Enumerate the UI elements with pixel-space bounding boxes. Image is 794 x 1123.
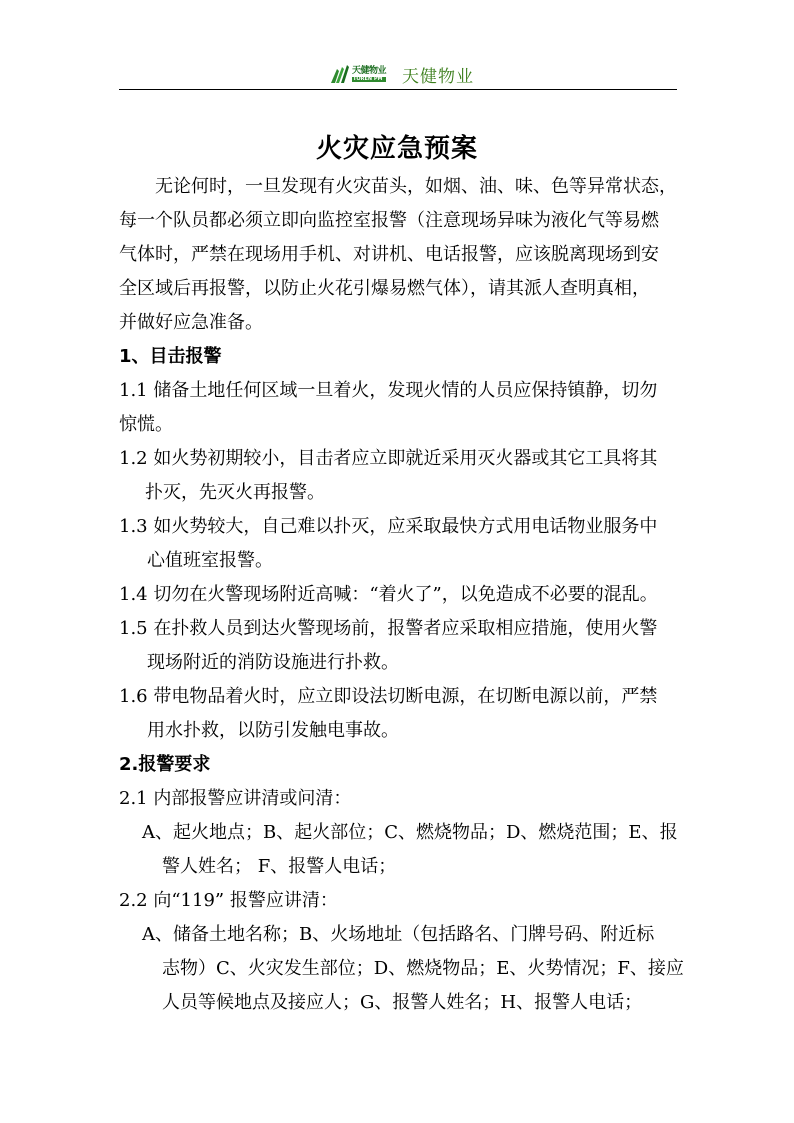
list-item: 1.1 储备土地任何区域一旦着火，发现火情的人员应保持镇静，切勿 惊慌。: [119, 380, 658, 435]
document-body: [119, 170, 684, 1020]
logo-chinese-text: 天健物业: [352, 65, 387, 76]
document-title: 火灾应急预案: [315, 134, 478, 164]
header-divider: [119, 89, 677, 90]
intro-line: 气体时，严禁在现场用手机、对讲机、电话报警，应该脱离现场到安: [119, 244, 659, 265]
company-name: 天健物业: [402, 66, 475, 87]
list-item: 1.5 在扑救人员到达火警现场前，报警者应采取相应措施，使用火警 现场附近的消防设施进行扑救。: [119, 618, 658, 673]
intro-line: 并做好应急准备。: [119, 312, 263, 333]
list-item: 1.2 如火势初期较小，目击者应立即就近采用灭火器或其它工具将其 扑灭，先灭火再报警。: [119, 448, 658, 503]
intro-paragraph: [119, 170, 677, 340]
company-logo: [329, 63, 386, 85]
section-heading: 1、目击报警: [119, 346, 222, 367]
list-item: 1.6 带电物品着火时，应立即设法切断电源，在切断电源以前，严禁 用水扑救，以防引发触电事故。: [119, 686, 658, 741]
intro-line: 每一个队员都必须立即向监控室报警（注意现场异味为液化气等易燃: [119, 210, 659, 231]
header-brand: [329, 60, 474, 88]
logo-english-text: TOREN PM: [352, 77, 386, 82]
intro-line: 全区域后再报警，以防止火花引爆易燃气体），请其派人查明真相，: [119, 278, 650, 299]
list-item: 1.3 如火势较大，自己难以扑灭，应采取最快方式用电话物业服务中 心值班室报警。: [119, 516, 658, 571]
list-item: 2.1 内部报警应讲清或问清： A、起火地点；B、起火部位；C、燃烧物品；D、燃烧范围；E、报 警人姓名； F、报警人电话；: [119, 788, 678, 877]
page-header: [119, 60, 677, 90]
list-item: 2.2 向“119” 报警应讲清： A、储备土地名称；B、火场地址（包括路名、门牌号码、附近标 志物）C、火灾发生部位；D、燃烧物品；E、火势情况；F、接应 人员等候地点及接应人；G、报警人姓名；H、报警人电话；: [119, 890, 684, 1013]
section-heading: 2.报警要求: [119, 754, 211, 775]
list-item: 1.4 切勿在火警现场附近高喊：“着火了”，以免造成不必要的混乱。: [119, 584, 658, 605]
intro-line: 无论何时，一旦发现有火灾苗头，如烟、油、味、色等异常状态，: [155, 176, 677, 197]
logo-mark-icon: [329, 63, 351, 85]
